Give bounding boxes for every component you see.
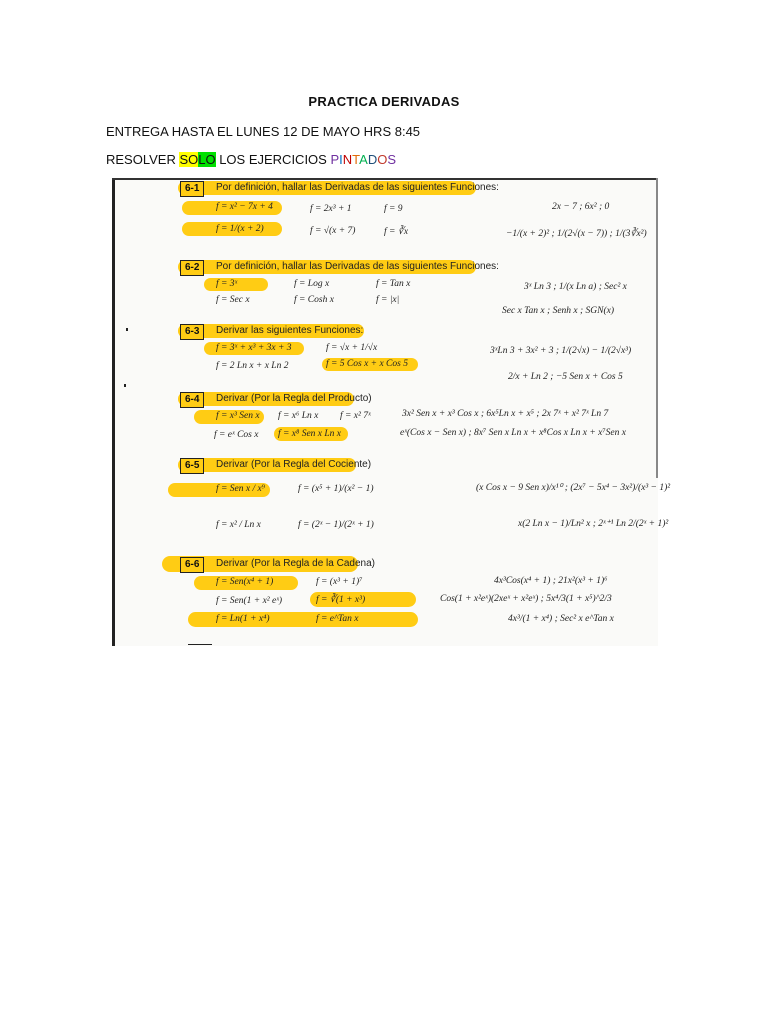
instr-so: SO [179, 152, 199, 167]
section-tag: 6-3 [180, 324, 204, 340]
scan-edge [112, 178, 658, 180]
section-instruction: Derivar (Por la Regla de la Cadena) [216, 558, 375, 569]
section-tag: 6-5 [180, 458, 204, 474]
section-tag: 6-1 [180, 181, 204, 197]
instr-letter: T [352, 152, 360, 167]
answer: 2/x + Ln 2 ; −5 Sen x + Cos 5 [508, 372, 623, 382]
section-tag: 6-2 [180, 260, 204, 276]
function: f = 3ˣ [216, 279, 238, 289]
function: f = x⁶ Ln x [278, 411, 319, 421]
answer: 4x³/(1 + x⁴) ; Sec² x e^Tan x [508, 614, 614, 624]
page-title: PRACTICA DERIVADAS [308, 94, 460, 109]
function: f = 2x³ + 1 [310, 204, 352, 214]
answer: 4x³Cos(x⁴ + 1) ; 21x²(x³ + 1)⁶ [494, 576, 608, 586]
instr-letter: S [387, 152, 396, 167]
answer: −1/(x + 2)² ; 1/(2√(x − 7)) ; 1/(3∛x²) [506, 229, 647, 239]
function: f = Sen(1 + x² eˣ) [216, 596, 283, 606]
function: f = Sen x / x⁹ [216, 484, 266, 494]
function: f = 5 Cos x + x Cos 5 [326, 359, 408, 369]
answer: 2x − 7 ; 6x² ; 0 [552, 202, 610, 212]
instr-letter: A [359, 152, 368, 167]
function: f = x² − 7x + 4 [216, 202, 273, 212]
instr-letter: N [342, 152, 353, 167]
instr-letter: P [330, 152, 340, 167]
function: f = √(x + 7) [310, 226, 356, 236]
deadline-line: ENTREGA HASTA EL LUNES 12 DE MAYO HRS 8:45 [106, 124, 421, 139]
answer: (x Cos x − 9 Sen x)/x¹⁰ ; (2x⁷ − 5x⁴ − 3x²)/(x³ − 1)² [476, 483, 671, 493]
function: f = x⁸ Sen x Ln x [278, 429, 342, 439]
section-instruction: Por definición, hallar las Derivadas de las siguientes Funciones: [216, 261, 499, 272]
instruction-line [106, 152, 396, 167]
function: f = eˣ Cos x [214, 430, 259, 440]
section-instruction: Por definición, hallar las Derivadas de las siguientes Funciones: [216, 182, 499, 193]
function: f = Tan x [376, 279, 411, 289]
function: f = Log x [294, 279, 330, 289]
instr-letter: O [377, 152, 388, 167]
function: f = x² 7ˣ [340, 411, 371, 421]
scan-speck [126, 328, 128, 331]
function: f = ∛(1 + x³) [316, 595, 366, 605]
answer: x(2 Ln x − 1)/Ln² x ; 2ˣ⁺¹ Ln 2/(2ˣ + 1)² [518, 519, 669, 529]
instr-lo: LO [198, 152, 216, 167]
instr-mid: LOS EJERCICIOS [215, 152, 331, 167]
scan-edge [112, 178, 115, 646]
section-tag: 6-6 [180, 557, 204, 573]
section-instruction: Derivar (Por la Regla del Cociente) [216, 459, 372, 470]
function: f = Sec x [216, 295, 250, 305]
section-instruction: Derivar las siguientes Funciones: [216, 325, 364, 336]
function: f = x³ Sen x [216, 411, 260, 421]
section-tag: 6-4 [180, 392, 204, 408]
scanned-exercise-sheet [112, 178, 671, 646]
scan-speck [124, 384, 126, 387]
function: f = Cosh x [294, 295, 334, 305]
function: f = Ln(1 + x⁴) [216, 614, 270, 624]
scan-edge [656, 178, 658, 478]
function: f = 3ˣ + x³ + 3x + 3 [216, 343, 292, 353]
function: f = 9 [384, 204, 403, 214]
answer: 3ˣLn 3 + 3x² + 3 ; 1/(2√x) − 1/(2√x³) [490, 346, 632, 356]
function: f = Sen(x⁴ + 1) [216, 577, 274, 587]
function: f = ∛x [384, 227, 409, 237]
function: f = x² / Ln x [216, 520, 261, 530]
scan-speck [188, 644, 212, 645]
function: f = (2ˣ − 1)/(2ˣ + 1) [298, 520, 374, 530]
function: f = 2 Ln x + x Ln 2 [216, 361, 289, 371]
function: f = 1/(x + 2) [216, 224, 264, 234]
function: f = √x + 1/√x [326, 343, 378, 353]
function: f = (x³ + 1)⁷ [316, 577, 363, 587]
function: f = |x| [376, 295, 400, 305]
instr-letter: D [367, 152, 378, 167]
instr-letter: I [339, 152, 343, 167]
answer: Cos(1 + x²eˣ)(2xeˣ + x²eˣ) ; 5x⁴/3(1 + x⁵)^2/3 [440, 594, 612, 604]
instr-before: RESOLVER [106, 152, 180, 167]
function: f = (x⁵ + 1)/(x² − 1) [298, 484, 374, 494]
answer: 3ˣ Ln 3 ; 1/(x Ln a) ; Sec² x [524, 282, 627, 292]
section-instruction: Derivar (Por la Regla del Producto) [216, 393, 372, 404]
function: f = e^Tan x [316, 614, 359, 624]
answer: Sec x Tan x ; Senh x ; SGN(x) [502, 306, 615, 316]
answer: 3x² Sen x + x³ Cos x ; 6x⁵Ln x + x⁵ ; 2x 7ˣ + x² 7ˣ Ln 7 [402, 409, 609, 419]
answer: eˣ(Cos x − Sen x) ; 8x⁷ Sen x Ln x + x⁸Cos x Ln x + x⁷Sen x [400, 428, 626, 438]
